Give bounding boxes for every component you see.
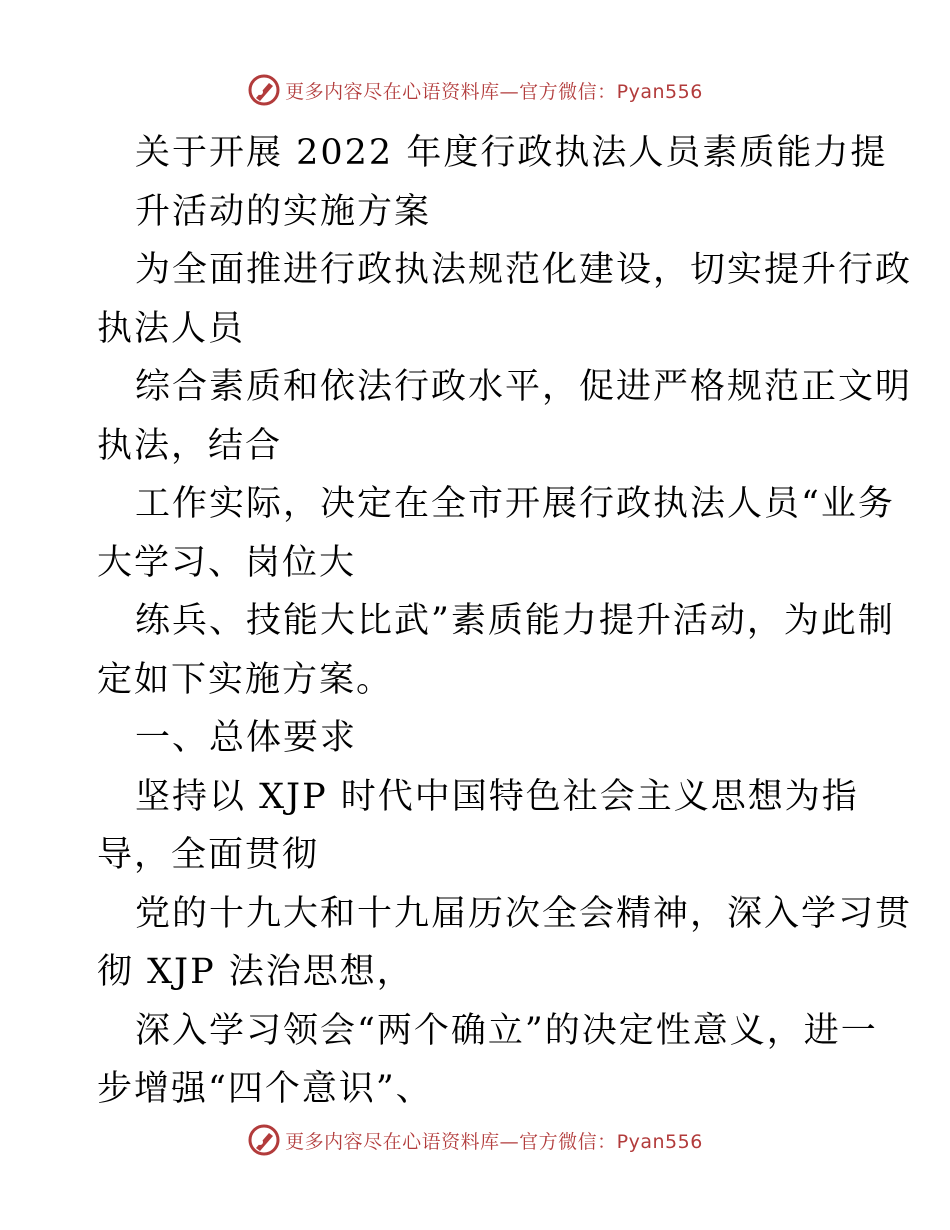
text-line: 导，全面贯彻 — [97, 835, 320, 875]
text-line: 练兵、技能大比武”素质能力提升活动，为此制 — [135, 601, 895, 641]
text-line: 步增强“四个意识”、 — [97, 1069, 433, 1109]
text-line: 定如下实施方案。 — [97, 659, 394, 700]
text-line: 升活动的实施方案 — [135, 191, 432, 232]
header-watermark — [0, 70, 950, 110]
footer-watermark — [0, 1120, 950, 1160]
watermark-text: 更多内容尽在心语资料库—官方微信：Pyan556 — [285, 80, 703, 103]
text-line: 工作实际，决定在全市开展行政执法人员“业务 — [135, 484, 895, 524]
text-line: 彻 XJP 法治思想， — [97, 952, 414, 992]
text-line: 执法人员 — [97, 308, 246, 349]
text-line: 一、总体要求 — [135, 718, 358, 758]
pen-logo-icon — [247, 1123, 281, 1157]
text-line: 综合素质和依法行政水平，促进严格规范正文明 — [135, 367, 913, 407]
text-line: 执法，结合 — [97, 425, 283, 466]
text-line: 党的十九大和十九届历次全会精神，深入学习贯 — [135, 893, 913, 934]
text-line: 坚持以 XJP 时代中国特色社会主义思想为指 — [135, 776, 859, 817]
text-line: 关于开展 2022 年度行政执法人员素质能力提 — [135, 133, 888, 173]
text-line: 深入学习领会“两个确立”的决定性意义，进一 — [135, 1010, 878, 1051]
pen-logo-icon — [247, 73, 281, 107]
text-line: 为全面推进行政执法规范化建设，切实提升行政 — [135, 250, 913, 290]
watermark-text: 更多内容尽在心语资料库—官方微信：Pyan556 — [285, 1130, 703, 1153]
document-body — [97, 124, 913, 1119]
text-line: 大学习、岗位大 — [97, 542, 357, 583]
